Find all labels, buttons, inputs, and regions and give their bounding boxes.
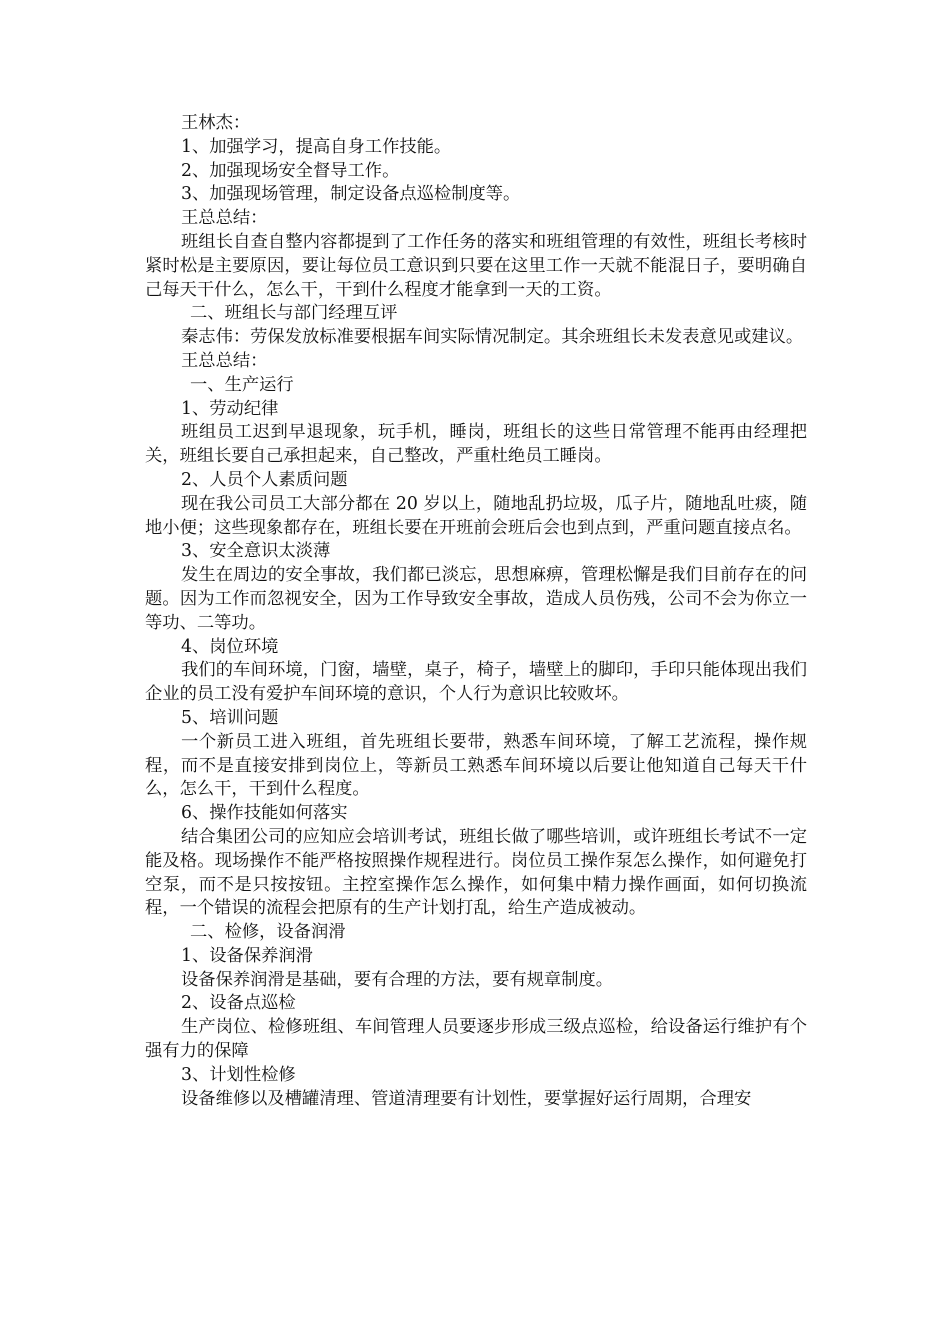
paragraph: 发生在周边的安全事故，我们都已淡忘，思想麻痹，管理松懈是我们目前存在的问题。因为工作而忽视安全，因为工作导致安全事故，造成人员伤残，公司不会为你立一等功、二等功。: [145, 565, 807, 633]
paragraph: 生产岗位、检修班组、车间管理人员要逐步形成三级点巡检，给设备运行维护有个强有力的保障: [145, 1017, 807, 1062]
paragraph: 班组长自查自整内容都提到了工作任务的落实和班组管理的有效性，班组长考核时紧时松是主要原因，要让每位员工意识到只要在这里工作一天就不能混日子，要明确自己每天干什么，怎么干，干到什么程度才能拿到一天的工资。: [145, 231, 807, 300]
paragraph: 王总总结：: [181, 350, 268, 371]
list-item: 3、加强现场管理，制定设备点巡检制度等。: [181, 184, 521, 205]
document-body: [145, 112, 807, 1111]
subsection-heading: 6、操作技能如何落实: [181, 803, 348, 824]
section-heading: 二、班组长与部门经理互评: [190, 303, 398, 324]
paragraph: 班组员工迟到早退现象，玩手机，睡岗，班组长的这些日常管理不能再由经理把关，班组长要自己承担起来，自己整改，严重杜绝员工睡岗。: [145, 422, 807, 467]
paragraph: 王林杰：: [181, 113, 251, 133]
subsection-heading: 4、岗位环境: [181, 636, 279, 657]
section-heading: 二、检修，设备润滑: [190, 922, 346, 943]
subsection-heading: 3、安全意识太淡薄: [181, 541, 331, 562]
subsection-heading: 1、设备保养润滑: [181, 945, 313, 966]
subsection-heading: 2、设备点巡检: [181, 993, 296, 1014]
paragraph: 设备维修以及槽罐清理、管道清理要有计划性，要掌握好运行周期，合理安: [181, 1088, 752, 1109]
list-item: 1、加强学习，提高自身工作技能。: [181, 136, 452, 157]
subsection-heading: 2、人员个人素质问题: [181, 469, 348, 490]
subsection-heading: 3、计划性检修: [181, 1064, 296, 1085]
section-heading: 一、生产运行: [190, 374, 294, 395]
paragraph: 我们的车间环境，门窗，墙壁，桌子，椅子，墙壁上的脚印，手印只能体现出我们企业的员工没有爱护车间环境的意识，个人行为意识比较败坏。: [145, 660, 807, 705]
subsection-heading: 1、劳动纪律: [181, 398, 279, 419]
paragraph: 结合集团公司的应知应会培训考试，班组长做了哪些培训，或许班组长考试不一定能及格。现场操作不能严格按照操作规程进行。岗位员工操作泵怎么操作，如何避免打空泵，而不是只按按钮。主控室操作怎么操作，如何集中精力操作画面，如何切换流程，一个错误的流程会把原有的生产计划打乱，给生产造成被动。: [145, 826, 807, 919]
paragraph: 王总总结：: [181, 208, 268, 229]
subsection-heading: 5、培训问题: [181, 707, 279, 728]
paragraph: 设备保养润滑是基础，要有合理的方法，要有规章制度。: [181, 969, 614, 990]
paragraph: 现在我公司员工大部分都在 20 岁以上，随地乱扔垃圾，瓜子片，随地乱吐痰，随地小便；这些现象都存在，班组长要在开班前会班后会也到点到，严重问题直接点名。: [145, 493, 807, 538]
list-item: 2、加强现场安全督导工作。: [181, 160, 400, 181]
paragraph: 一个新员工进入班组，首先班组长要带，熟悉车间环境，了解工艺流程，操作规程，而不是直接安排到岗位上，等新员工熟悉车间环境以后要让他知道自己每天干什么，怎么干，干到什么程度。: [145, 731, 807, 800]
paragraph: 秦志伟：劳保发放标准要根据车间实际情况制定。其余班组长未发表意见或建议。: [181, 327, 804, 348]
